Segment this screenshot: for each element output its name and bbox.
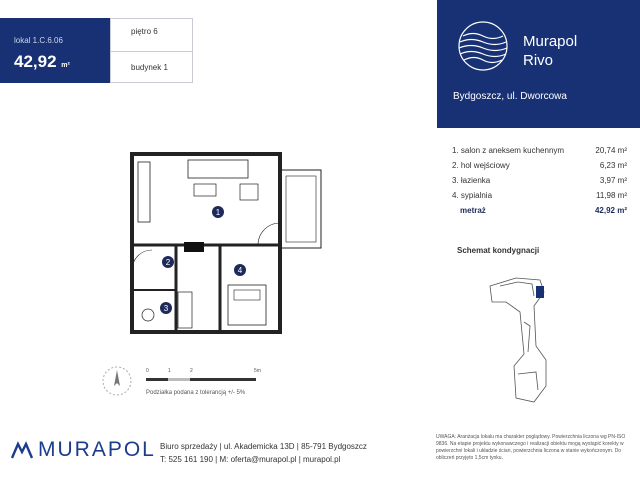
room-row <box>452 146 627 161</box>
room-area: 3,97 m² <box>599 176 627 185</box>
scale-bar <box>146 368 264 388</box>
footer-address: Biuro sprzedaży | ul. Akademicka 13D | 85-791 Bydgoszcz <box>160 442 367 451</box>
plan-number: 4 <box>237 266 243 275</box>
compass-icon <box>100 364 134 398</box>
waves-logo-icon <box>457 20 509 72</box>
total-label: metraż <box>460 206 486 215</box>
footer-logo: MURAPOL <box>38 438 156 461</box>
unit-area-value: 42,92 <box>14 52 57 71</box>
room-row <box>452 161 627 176</box>
unit-label: lokal 1.C.6.06 <box>14 36 63 45</box>
total-area: 42,92 m² <box>594 206 627 215</box>
room-name: 3. łazienka <box>452 176 491 185</box>
footer-phone-email: T: 525 161 190 | M: oferta@murapol.pl | murapol.pl <box>160 455 341 464</box>
info-divider <box>111 51 192 52</box>
room-area: 11,98 m² <box>596 191 627 200</box>
building-schema <box>484 262 564 412</box>
notice-text: UWAGA: Aranżacja lokalu ma charakter poglądowy. Powierzchnia liczona wg PN-ISO 9836. Na etapie projektu wykonawczego i realizacji obiektu mogą wystąpić korekty w powierzchni lokali i układzie ścian, powierzchnia liczona w stanie wykończonym. Do obliczeń przyjęto 1,5cm tynku. <box>436 434 626 461</box>
brand-line1: Murapol <box>523 33 578 50</box>
room-row <box>452 191 627 206</box>
brand-address: Bydgoszcz, ul. Dworcowa <box>453 91 567 102</box>
floor-plan <box>128 150 328 335</box>
room-name: 4. sypialnia <box>452 191 493 200</box>
unit-box <box>0 18 110 83</box>
unit-area-unit: m² <box>61 62 70 69</box>
scale-note: Podziałka podana z tolerancją +/- 5% <box>146 390 246 396</box>
brand-line2: Rivo <box>523 52 554 69</box>
scale-tick: 0 <box>146 368 149 374</box>
footer-contact <box>160 440 367 466</box>
plan-wall-block <box>184 242 204 252</box>
room-list <box>452 146 627 221</box>
info-box <box>110 18 193 83</box>
scale-tick: 5m <box>254 368 261 374</box>
brand-box <box>437 0 640 128</box>
total-row <box>452 206 627 221</box>
scale-tick: 2 <box>190 368 193 374</box>
plan-number: 3 <box>163 304 169 313</box>
scale-tick: 1 <box>168 368 171 374</box>
room-area: 20,74 m² <box>595 146 627 155</box>
murapol-logo-icon <box>10 440 34 460</box>
unit-area <box>14 52 70 72</box>
building-label: budynek 1 <box>131 63 168 72</box>
plan-number: 2 <box>165 258 171 267</box>
room-row <box>452 176 627 191</box>
room-name: 1. salon z aneksem kuchennym <box>452 146 565 155</box>
floor-label: piętro 6 <box>131 27 158 36</box>
schema-title: Schemat kondygnacji <box>457 246 540 255</box>
room-name: 2. hol wejściowy <box>452 161 510 170</box>
unit-location-marker <box>536 286 544 298</box>
plan-number: 1 <box>215 208 221 217</box>
brand-name <box>523 32 577 70</box>
room-area: 6,23 m² <box>599 161 627 170</box>
